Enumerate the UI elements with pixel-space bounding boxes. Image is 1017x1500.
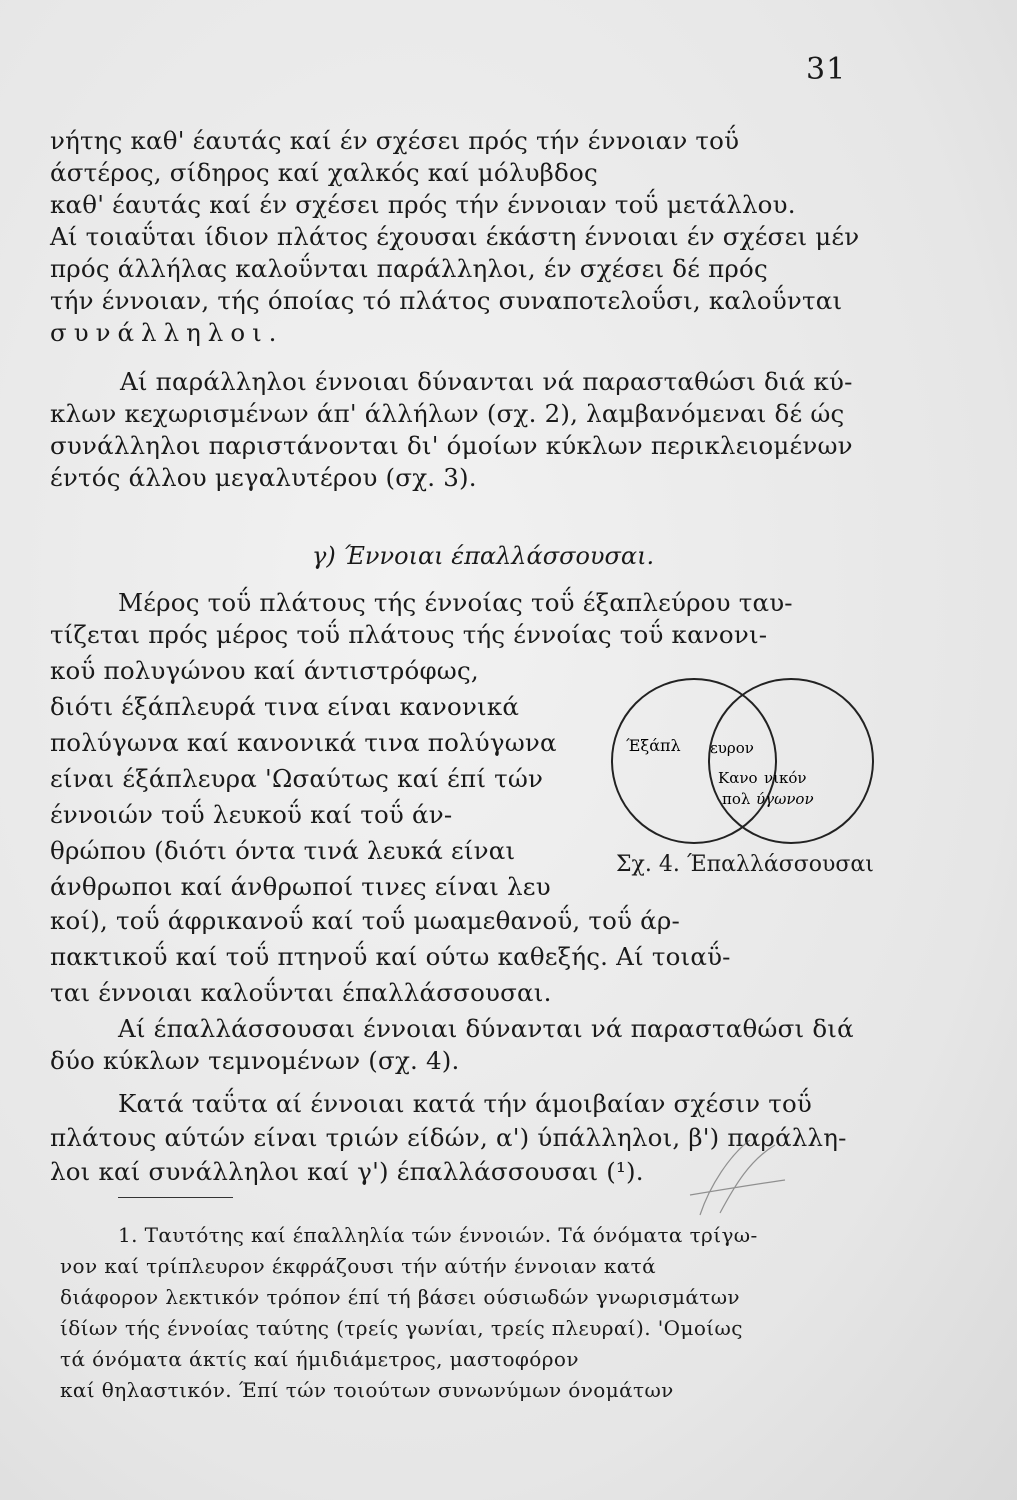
fig-overlap-top: ευρον bbox=[710, 739, 754, 757]
body-line: έντός άλλου μεγαλυτέρου (σχ. 3). bbox=[50, 463, 477, 492]
body-line: είναι έξάπλευρα 'Ωσαύτως καί έπί τών bbox=[50, 764, 544, 793]
body-line: άστέρος, σίδηρος καί χαλκός καί μόλυβδος bbox=[50, 158, 598, 187]
body-line: Κατά ταΰτα αί έννοιαι κατά τήν άμοιβαίαν σχέσιν τοΰ bbox=[118, 1089, 813, 1118]
body-line: διότι έξάπλευρά τινα είναι κανονικά bbox=[50, 692, 520, 721]
body-line: ται έννοιαι καλοΰνται έπαλλάσσουσαι. bbox=[50, 978, 552, 1007]
body-line: κλων κεχωρισμένων άπ' άλλήλων (σχ. 2), λαμβανόμεναι δέ ώς bbox=[50, 399, 845, 428]
body-line: κοΰ πολυγώνου καί άντιστρόφως, bbox=[50, 656, 479, 685]
body-line: Αί έπαλλάσσουσαι έννοιαι δύνανται νά παρασταθώσι διά bbox=[118, 1014, 854, 1043]
page-number: 31 bbox=[806, 52, 847, 87]
right-circle bbox=[709, 679, 873, 843]
body-line: πολύγωνα καί κανονικά τινα πολύγωνα bbox=[50, 728, 557, 757]
body-line: πακτικοΰ καί τοΰ πτηνοΰ καί ούτω καθεξής. Αί τοιαΰ- bbox=[50, 942, 731, 971]
body-line: πρός άλλήλας καλοΰνται παράλληλοι, έν σχέσει δέ πρός bbox=[50, 254, 768, 283]
left-circle bbox=[612, 679, 776, 843]
footnote-line: ίδίων τής έννοίας ταύτης (τρείς γωνίαι, τρείς πλευραί). 'Ομοίως bbox=[60, 1316, 743, 1340]
body-line: νήτης καθ' έαυτάς καί έν σχέσει πρός τήν έννοιαν τοΰ bbox=[50, 126, 740, 155]
body-line: πλάτους αύτών είναι τριών είδών, α') ύπάλληλοι, β') παράλλη- bbox=[50, 1123, 847, 1152]
body-line: τήν έννοιαν, τής όποίας τό πλάτος συναποτελοΰσι, καλοΰνται bbox=[50, 286, 843, 315]
fig-right-bot: ύγωνον bbox=[756, 790, 814, 808]
body-line: τίζεται πρός μέρος τοΰ πλάτους τής έννοίας τοΰ κανονι- bbox=[50, 620, 768, 649]
body-line: καθ' έαυτάς καί έν σχέσει πρός τήν έννοιαν τοΰ μετάλλου. bbox=[50, 190, 796, 219]
footnote-line: νον καί τρίπλευρον έκφράζουσι τήν αύτήν έννοιαν κατά bbox=[60, 1254, 657, 1278]
fig-left-label: Έξάπλ bbox=[626, 736, 681, 755]
body-line: λοι καί συνάλληλοι καί γ') έπαλλάσσουσαι (¹). bbox=[50, 1157, 644, 1186]
footnote-line: τά όνόματα άκτίς καί ήμιδιάμετρος, μαστοφόρον bbox=[60, 1347, 579, 1371]
body-line: κοί), τοΰ άφρικανοΰ καί τοΰ μωαμεθανοΰ, τοΰ άρ- bbox=[50, 906, 680, 935]
footnote-line: καί θηλαστικόν. Έπί τών τοιούτων συνωνύμων όνομάτων bbox=[60, 1378, 674, 1402]
body-line: συνάλληλοι. bbox=[50, 318, 284, 347]
body-line: Αί τοιαΰται ίδιον πλάτος έχουσαι έκάστη έννοιαι έν σχέσει μέν bbox=[50, 222, 860, 251]
fig-overlap-mid: Κανο bbox=[718, 769, 758, 787]
body-line: έννοιών τοΰ λευκοΰ καί τοΰ άν- bbox=[50, 800, 453, 829]
fig-overlap-bot: πολ bbox=[722, 790, 751, 808]
body-line: θρώπου (διότι όντα τινά λευκά είναι bbox=[50, 836, 516, 865]
body-line: άνθρωποι καί άνθρωποί τινες είναι λευ bbox=[50, 872, 551, 901]
footnote-line: διάφορον λεκτικόν τρόπον έπί τή βάσει ούσιωδών γνωρισμάτων bbox=[60, 1285, 740, 1309]
body-line: Μέρος τοΰ πλάτους τής έννοίας τοΰ έξαπλεύρου ταυ- bbox=[118, 588, 793, 617]
pencil-mark bbox=[680, 1135, 790, 1225]
body-line: Αί παράλληλοι έννοιαι δύνανται νά παρασταθώσι διά κύ- bbox=[120, 367, 853, 396]
footnote-rule bbox=[118, 1197, 233, 1198]
footnote-line: 1. Ταυτότης καί έπαλληλία τών έννοιών. Τά όνόματα τρίγω- bbox=[118, 1223, 758, 1247]
body-line: δύο κύκλων τεμνομένων (σχ. 4). bbox=[50, 1046, 460, 1075]
body-line: συνάλληλοι παριστάνονται δι' όμοίων κύκλων περικλειομένων bbox=[50, 431, 853, 460]
venn-diagram bbox=[606, 673, 906, 853]
fig-right-mid: νικόν bbox=[764, 769, 807, 787]
section-heading: γ) Έννοιαι έπαλλάσσουσαι. bbox=[312, 542, 655, 570]
figure-caption: Σχ. 4. Έπαλλάσσουσαι bbox=[616, 852, 874, 877]
